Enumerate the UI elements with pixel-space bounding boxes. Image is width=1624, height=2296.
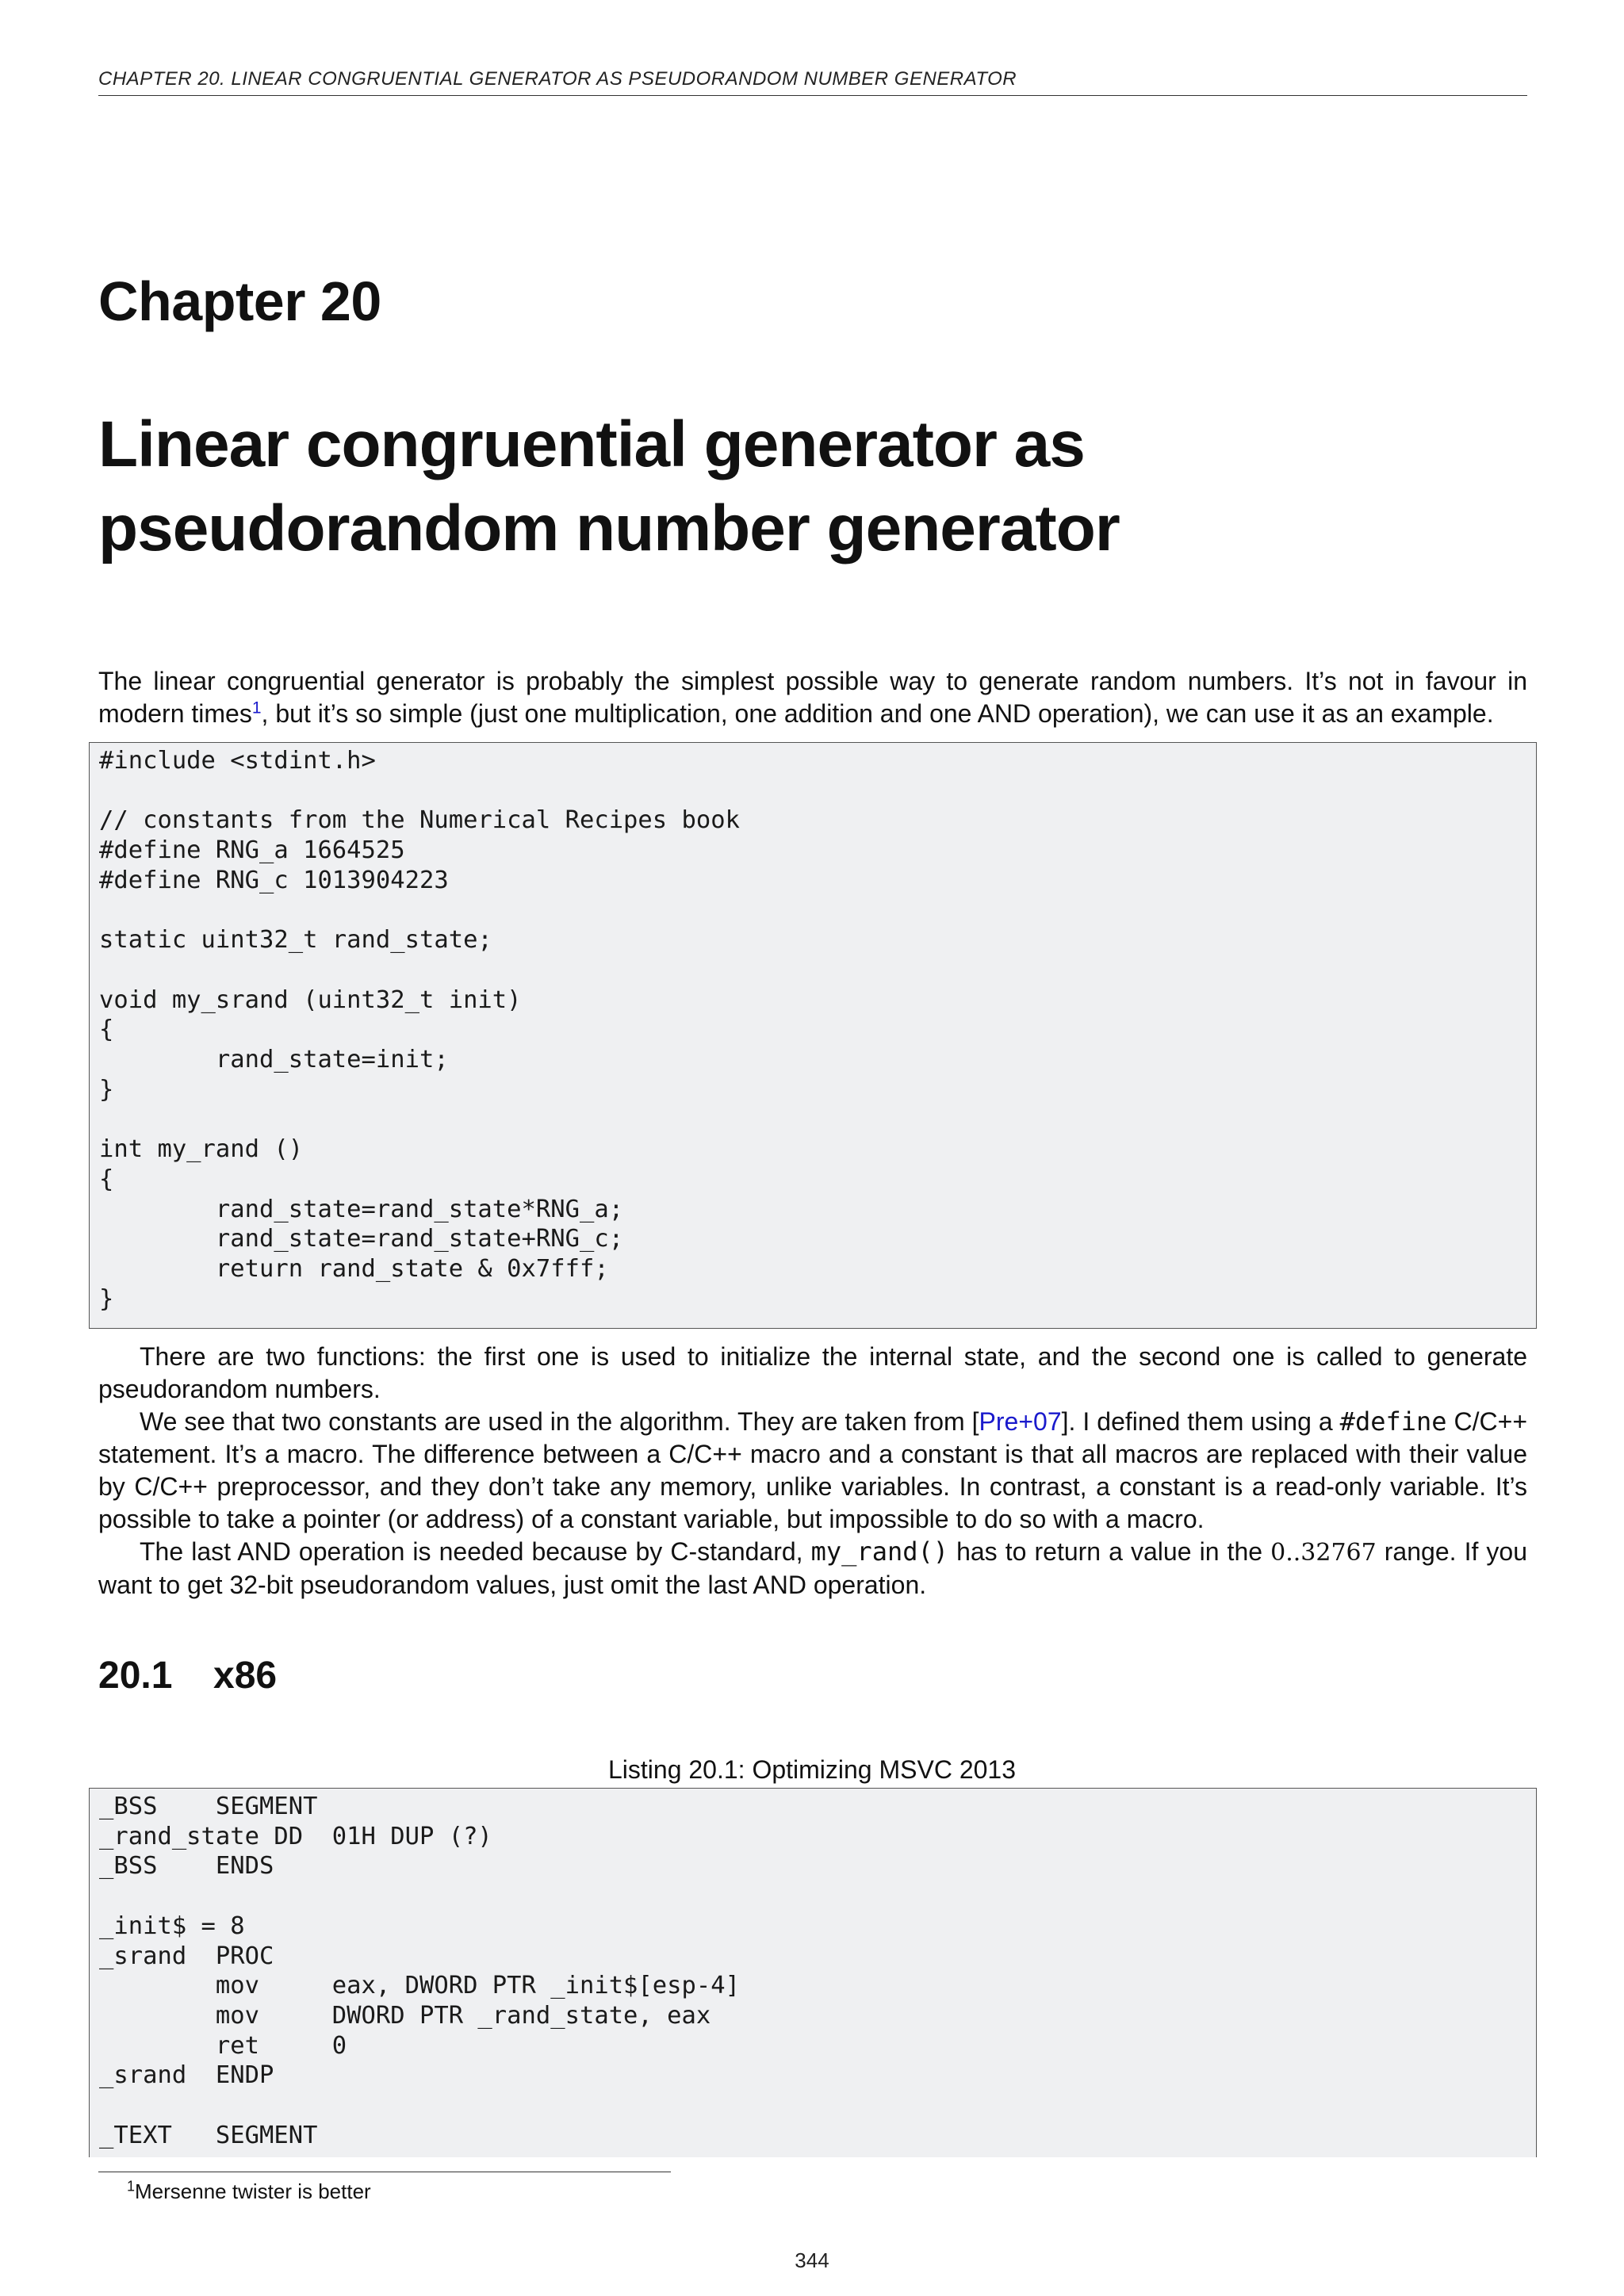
chapter-title: Linear congruential generator as pseudorandom number generator [98,408,1120,564]
paragraph-constants-text-2: ]. I defined them using a [1061,1407,1340,1436]
asm-code-block [89,1788,1537,2157]
paragraph-constants [98,1406,1527,1536]
paragraph-constants-text-3: C/C++ statement. It’s a macro. The difference between a C/C++ macro and a constant is that all macros are replaced with their value by C/C++ preprocessor, and they don’t take any memory, unlike variables. In contrast, a constant is a read-only variable. It’s possible to take a pointer (or address) of a constant variable, but impossible to do so with a macro. [98,1407,1528,1533]
running-header: CHAPTER 20. LINEAR CONGRUENTIAL GENERATOR AS PSEUDORANDOM NUMBER GENERATOR [98,68,1527,96]
c-code-block [89,742,1537,1329]
asm-code: _BSS SEGMENT _rand_state DD 01H DUP (?) _BSS ENDS _init$ = 8 _srand PROC mov eax, DWORD PTR _init$[esp-4] mov DWORD PTR _rand_state, eax ret 0 _srand ENDP _TEXT SEGMENT [99,1793,740,2149]
citation-link[interactable]: Pre+07 [979,1407,1062,1436]
section-number: 20.1 [98,1655,173,1697]
footnote-mark: 1 [127,2178,136,2195]
paragraph-and-text-3: range. If you want to get 32-bit pseudorandom values, just omit the last AND operation. [98,1537,1528,1599]
footnote [127,2178,371,2205]
paragraph-and-text: The last AND operation is needed because by C-standard, [140,1537,811,1566]
section-heading [98,1657,277,1695]
intro-text: The linear congruential generator is probably the simplest possible way to generate random numbers. It’s not in favour in modern times [98,667,1527,728]
intro-text-continued: , but it’s so simple (just one multiplication, one addition and one AND operation), we can use it as an example. [261,699,1494,728]
inline-code-my-rand: my_rand() [810,1536,949,1567]
c-code: #include <stdint.h> // constants from the Numerical Recipes book #define RNG_a 1664525 #define RNG_c 1013904223 static uint32_t rand_state; void my_srand (uint32_t init) { rand_state=init; } int my_rand () { rand_state=rand_state*RNG_a; rand_state=rand_state+RNG_c; return rand_state & 0x7fff; } [99,747,740,1313]
section-title: x86 [213,1655,278,1697]
footnote-text: Mersenne twister is better [135,2179,371,2203]
paragraph-functions: There are two functions: the first one is used to initialize the internal state, and the second one is called to generate pseudorandom numbers. [98,1342,1527,1403]
inline-code-define: #define [1339,1406,1447,1437]
chapter-label: Chapter 20 [98,270,381,332]
intro-paragraph [98,665,1527,730]
paragraph-and-operation [98,1536,1527,1601]
listing-caption: Listing 20.1: Optimizing MSVC 2013 [607,1755,1017,1784]
page-number: 344 [795,2248,829,2272]
paragraph-constants-text: We see that two constants are used in the algorithm. They are taken from [ [140,1407,979,1436]
paragraph-and-text-2: has to return a value in the [948,1537,1271,1566]
math-range: 0..32767 [1270,1539,1377,1567]
footnote-reference[interactable]: 1 [251,698,262,718]
